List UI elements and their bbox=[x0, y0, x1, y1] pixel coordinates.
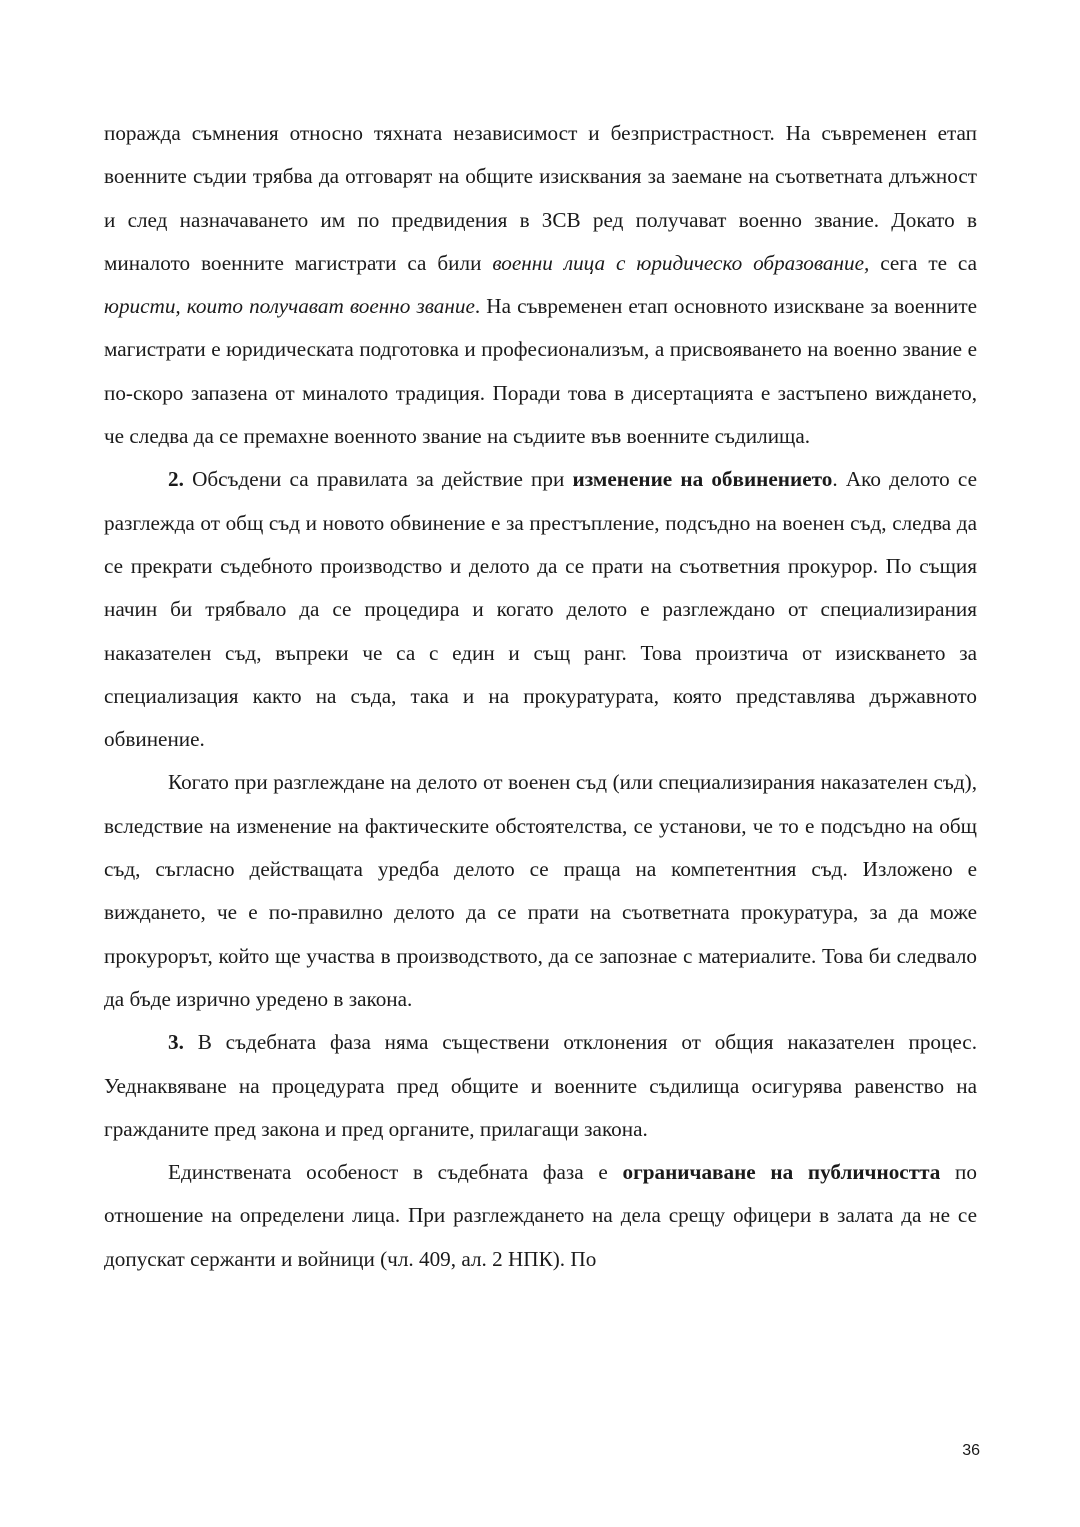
bold-text: изменение на обвинението bbox=[572, 467, 833, 492]
text-segment: Единствената особеност в съдебната фаза е bbox=[168, 1160, 623, 1185]
body-text bbox=[104, 112, 977, 1281]
bold-text: ограничаване на публичността bbox=[622, 1160, 941, 1185]
italic-text: военни лица с юридическо образование, bbox=[492, 250, 870, 275]
paragraph bbox=[104, 1151, 977, 1281]
paragraph bbox=[104, 112, 977, 458]
text-segment: сега те са bbox=[869, 250, 977, 275]
text-segment: В съдебната фаза няма съществени отклонения от общия наказателен процес. Уеднаквяване на процедурата пред общите и военните съдилища осигурява равенство на гражданите пред закона и пред органите, прилагащи закона. bbox=[104, 1030, 977, 1141]
italic-text: юристи, които получават военно звание bbox=[104, 294, 475, 319]
text-segment: Когато при разглеждане на делото от военен съд (или специализирания наказателен съд), вследствие на изменение на фактическите обстоятелства, се установи, че то е подсъдно на общ съд, съгласно действащата уредба делото се праща на компетентния съд. Изложено е виждането, че е по-правилно делото да се прати на съответната прокуратура, за да може прокурорът, който ще участва в производството, да се запознае с материалите. Това би следвало да бъде изрично уредено в закона. bbox=[104, 770, 977, 1011]
text-segment: . Ако делото се разглежда от общ съд и новото обвинение е за престъпление, подсъдно на военен съд, следва да се прекрати съдебното производство и делото да се прати на съответния прокурор. По същия начин би трябвало да се процедира и когато делото е разглеждано от специализирания наказателен съд, въпреки че са с един и същ ранг. Това произтича от изискването за специализация както на съда, така и на прокуратурата, която представлява държавното обвинение. bbox=[104, 467, 977, 752]
document-page bbox=[104, 112, 977, 1281]
bold-text: 2. bbox=[168, 467, 184, 492]
text-segment: . На съвременен етап основното изискване за военните магистрати е юридическата подготовка и професионализъм, а присвояването на военно звание е по-скоро запазена от миналото традиция. Поради това в дисертацията е застъпено виждането, че следва да се премахне военното звание на съдиите във военните съдилища. bbox=[104, 294, 978, 449]
paragraph bbox=[104, 761, 977, 1021]
page-number: 36 bbox=[962, 1442, 980, 1459]
paragraph bbox=[104, 458, 977, 761]
text-segment: Обсъдени са правилата за действие при bbox=[183, 467, 573, 492]
text-segment: поражда съмнения относно тяхната независимост и безпристрастност. На съвременен етап военните съдии трябва да отговарят на общите изисквания за заемане на съответната длъжност и след назначаването им по предвидения в ЗСВ ред получават военно звание. Докато в миналото военните магистрати са били bbox=[104, 121, 977, 275]
paragraph bbox=[104, 1021, 977, 1151]
text-segment: по отношение на определени лица. При разглеждането на дела срещу офицери в залата да не се допускат сержанти и войници (чл. 409, ал. 2 НПК). По bbox=[104, 1160, 977, 1271]
bold-text: 3. bbox=[168, 1030, 184, 1055]
